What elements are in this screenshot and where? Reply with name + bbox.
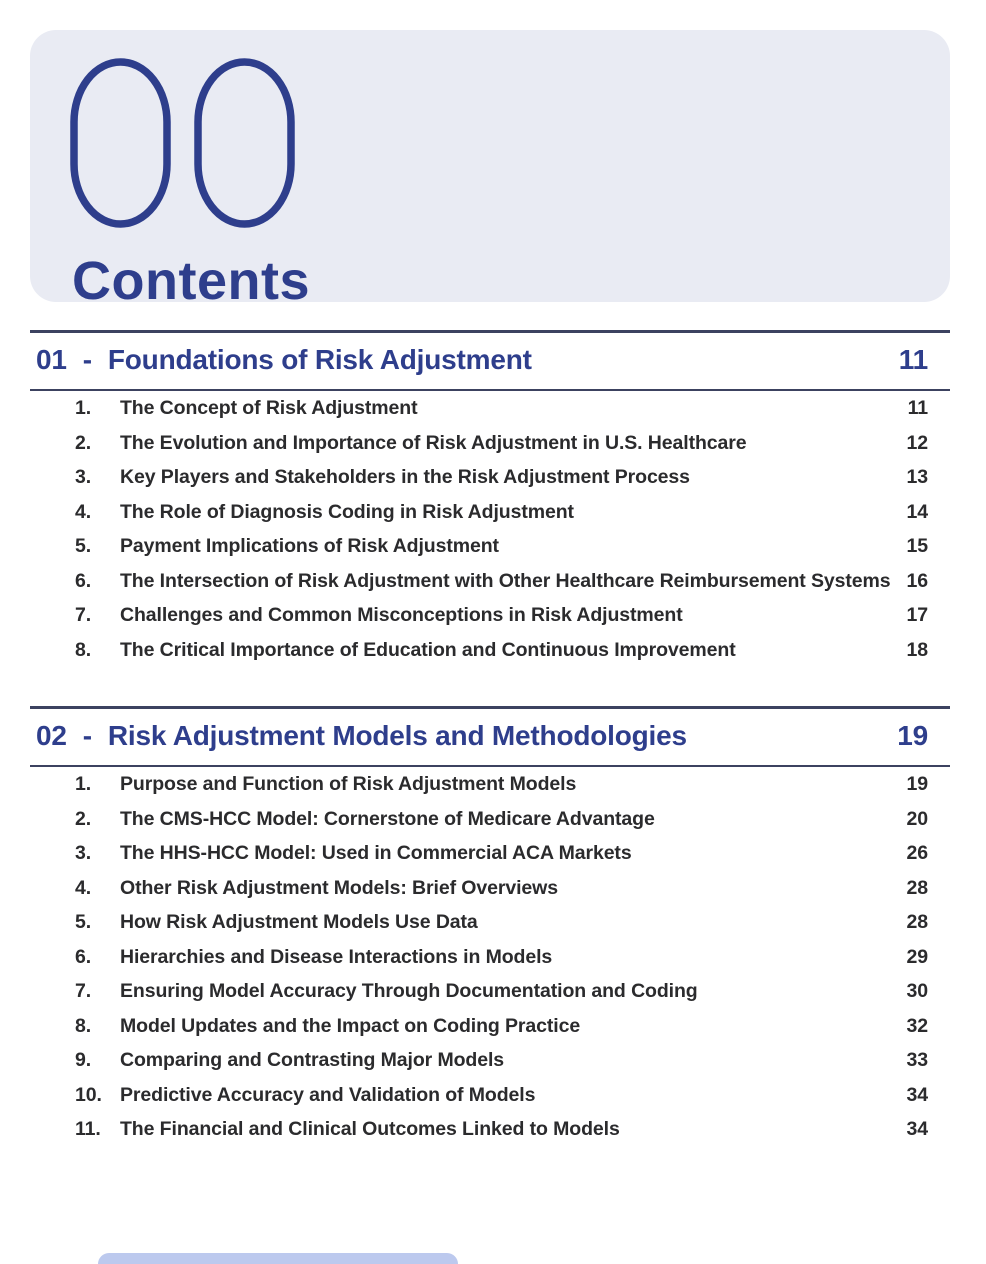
toc-section xyxy=(30,706,950,1157)
toc-entry-title: Hierarchies and Disease Interactions in Models xyxy=(120,945,553,968)
toc-entry-page-number: 19 xyxy=(906,773,928,795)
toc-entry xyxy=(75,639,928,662)
toc-entry-number: 1. xyxy=(75,397,92,419)
chapter-number xyxy=(70,58,300,228)
toc-entry xyxy=(75,911,928,934)
toc-entry-title: Challenges and Common Misconceptions in Risk Adjustment xyxy=(120,604,683,626)
toc-entry-title: Predictive Accuracy and Validation of Models xyxy=(120,1083,536,1106)
toc-entry-title: Other Risk Adjustment Models: Brief Overviews xyxy=(120,876,558,899)
toc-entry xyxy=(75,1049,928,1072)
section-number: 02 xyxy=(36,720,67,751)
toc-entry xyxy=(75,466,928,489)
toc-entry xyxy=(75,842,928,865)
toc-entry-title: The Financial and Clinical Outcomes Linked to Models xyxy=(120,1118,620,1140)
toc-entry-number: 8. xyxy=(75,1014,92,1037)
toc-entry xyxy=(75,1015,928,1038)
toc-entry-number: 2. xyxy=(75,431,92,454)
toc-entry-number: 6. xyxy=(75,945,92,968)
toc-entry xyxy=(75,980,928,1003)
toc-entry-page-number: 34 xyxy=(906,1083,928,1106)
toc-entry-page-number: 32 xyxy=(906,1014,928,1037)
section-page-number: 19 xyxy=(897,720,928,751)
toc-entry xyxy=(75,432,928,455)
toc-entry-number: 1. xyxy=(75,773,92,795)
section-item-list xyxy=(30,773,950,1157)
toc-entry-title: Key Players and Stakeholders in the Risk Adjustment Process xyxy=(120,466,690,488)
toc-entry-title: The Intersection of Risk Adjustment with Other Healthcare Reimbursement Systems xyxy=(120,569,891,592)
section-separator: - xyxy=(82,720,92,751)
toc-entry-title: The HHS-HCC Model: Used in Commercial ACA Markets xyxy=(120,842,632,864)
toc-entry xyxy=(75,501,928,524)
toc-entry-page-number: 13 xyxy=(906,466,928,488)
toc-entry-number: 3. xyxy=(75,842,92,864)
toc-entry xyxy=(75,1118,928,1141)
toc-entry xyxy=(75,604,928,627)
toc-entry-page-number: 30 xyxy=(906,980,928,1002)
section-divider-bottom xyxy=(30,389,950,391)
next-chapter-card-fragment xyxy=(98,1253,458,1264)
toc-entry-title: Model Updates and the Impact on Coding Practice xyxy=(120,1014,581,1037)
toc-entry-page-number: 18 xyxy=(906,638,928,661)
toc-entry-page-number: 34 xyxy=(906,1118,928,1140)
toc-entry-page-number: 20 xyxy=(906,807,928,830)
chapter-number-zeros-graphic xyxy=(70,58,300,228)
toc-entry xyxy=(75,570,928,593)
section-heading xyxy=(30,333,950,389)
section-item-list xyxy=(30,397,950,677)
toc-entry-number: 6. xyxy=(75,569,92,592)
toc-entry xyxy=(75,397,928,420)
toc-entry-number: 11. xyxy=(75,1118,101,1140)
toc-entry-title: The Concept of Risk Adjustment xyxy=(120,397,418,419)
toc-entry-page-number: 11 xyxy=(907,397,928,419)
toc-entry-title: Comparing and Contrasting Major Models xyxy=(120,1049,505,1071)
toc-entry xyxy=(75,877,928,900)
toc-entry xyxy=(75,808,928,831)
toc-entry-number: 3. xyxy=(75,466,92,488)
section-number: 01 xyxy=(36,344,67,375)
toc-entry-title: The Critical Importance of Education and Continuous Improvement xyxy=(120,638,736,661)
toc-entry-number: 9. xyxy=(75,1049,92,1071)
toc-entry xyxy=(75,946,928,969)
toc-entry-title: How Risk Adjustment Models Use Data xyxy=(120,911,478,933)
section-separator: - xyxy=(82,344,92,375)
section-title: Risk Adjustment Models and Methodologies xyxy=(107,720,687,751)
toc-entry-number: 4. xyxy=(75,500,92,523)
toc-entry-page-number: 12 xyxy=(906,431,928,454)
toc-entry-title: Purpose and Function of Risk Adjustment Models xyxy=(120,773,577,795)
toc-entry-page-number: 28 xyxy=(906,911,928,933)
contents-header-card xyxy=(30,30,950,311)
section-page-number: 11 xyxy=(898,344,928,375)
toc-entry-page-number: 26 xyxy=(906,842,928,864)
section-divider-bottom xyxy=(30,765,950,767)
toc-entry-title: The Evolution and Importance of Risk Adjustment in U.S. Healthcare xyxy=(120,431,747,454)
toc-entry xyxy=(75,773,928,796)
toc-section xyxy=(30,330,950,677)
section-heading xyxy=(30,709,950,765)
table-of-contents xyxy=(30,330,950,1186)
toc-entry-page-number: 33 xyxy=(906,1049,928,1071)
toc-entry-page-number: 14 xyxy=(906,500,928,523)
toc-entry-page-number: 15 xyxy=(906,535,928,557)
toc-entry-title: Ensuring Model Accuracy Through Documentation and Coding xyxy=(120,980,698,1002)
toc-entry-title: The Role of Diagnosis Coding in Risk Adjustment xyxy=(120,500,574,523)
toc-entry-number: 10. xyxy=(75,1083,102,1106)
section-title: Foundations of Risk Adjustment xyxy=(107,344,532,375)
toc-entry-number: 7. xyxy=(75,604,92,626)
toc-entry-page-number: 29 xyxy=(906,945,928,968)
toc-entry-page-number: 16 xyxy=(906,569,928,592)
toc-entry-number: 8. xyxy=(75,638,92,661)
toc-entry-number: 4. xyxy=(75,876,92,899)
toc-entry-page-number: 17 xyxy=(906,604,928,626)
toc-entry-title: Payment Implications of Risk Adjustment xyxy=(120,535,499,557)
toc-entry xyxy=(75,535,928,558)
toc-entry xyxy=(75,1084,928,1107)
toc-entry-number: 2. xyxy=(75,807,92,830)
toc-entry-number: 5. xyxy=(75,911,92,933)
toc-entry-title: The CMS-HCC Model: Cornerstone of Medicare Advantage xyxy=(120,807,655,830)
toc-entry-page-number: 28 xyxy=(906,876,928,899)
toc-entry-number: 5. xyxy=(75,535,92,557)
page-title: Contents xyxy=(72,251,310,311)
toc-entry-number: 7. xyxy=(75,980,92,1002)
